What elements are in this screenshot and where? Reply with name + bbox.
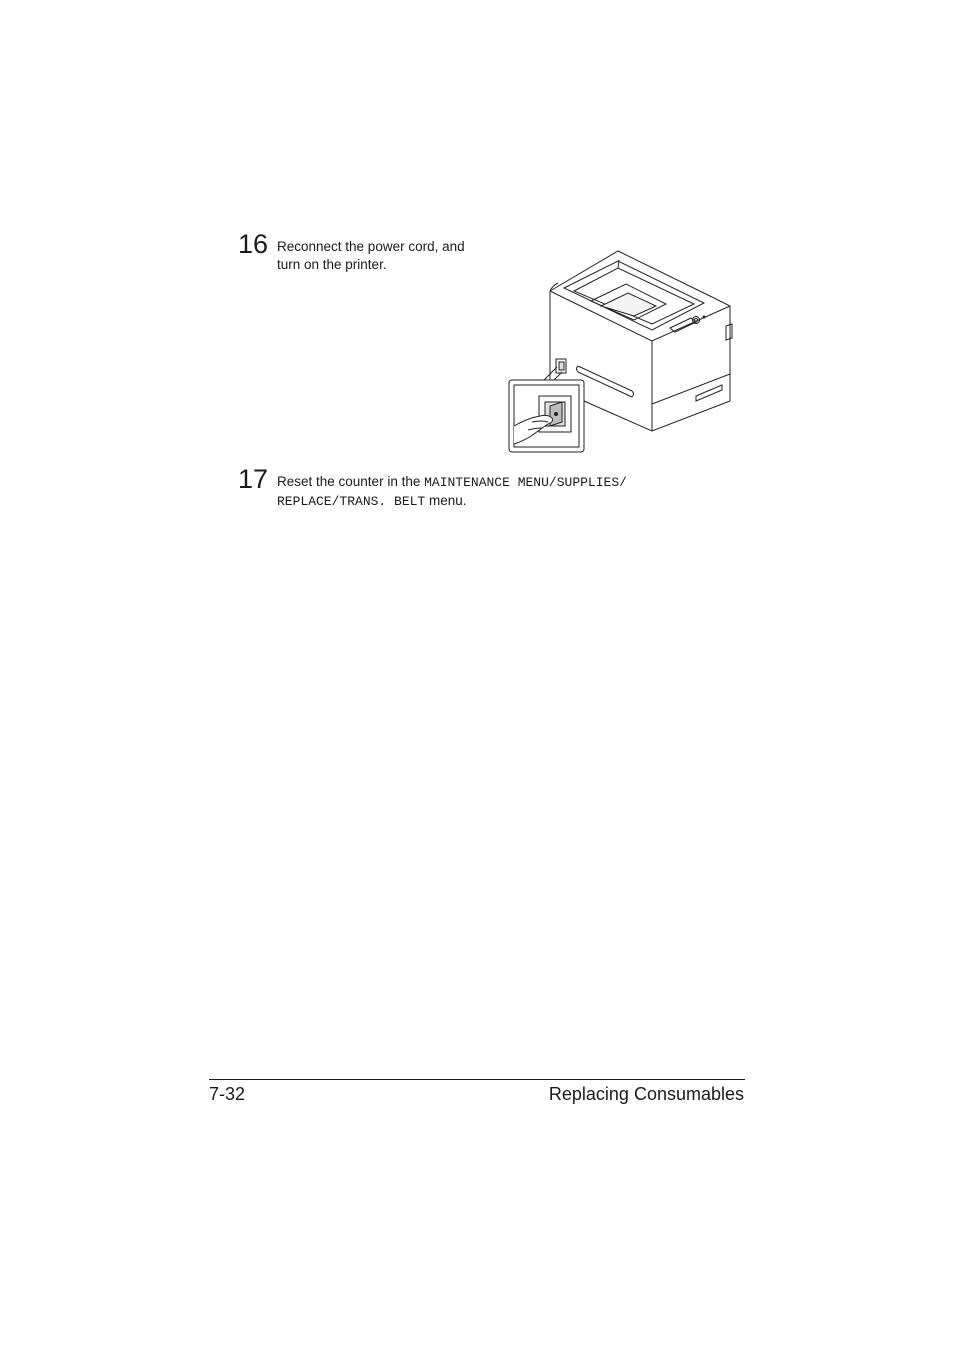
page-number: 7-32 — [209, 1084, 246, 1104]
step-number: 17 — [238, 464, 269, 494]
footer-divider — [209, 1079, 745, 1080]
step-instruction — [277, 238, 497, 274]
instruction-line: turn on the printer. — [277, 257, 387, 272]
instruction-text: Reset the counter in the — [277, 474, 425, 489]
step-number: 16 — [238, 229, 269, 259]
printer-power-switch-illustration — [506, 246, 736, 454]
step-instruction — [277, 473, 707, 511]
instruction-line: Reconnect the power cord, and — [277, 239, 465, 254]
instruction-text: menu. — [425, 493, 467, 508]
section-title: Replacing Consumables — [548, 1084, 744, 1104]
menu-path: MAINTENANCE MENU/SUPPLIES/ — [424, 475, 627, 490]
menu-path: REPLACE/TRANS. BELT — [277, 494, 426, 509]
